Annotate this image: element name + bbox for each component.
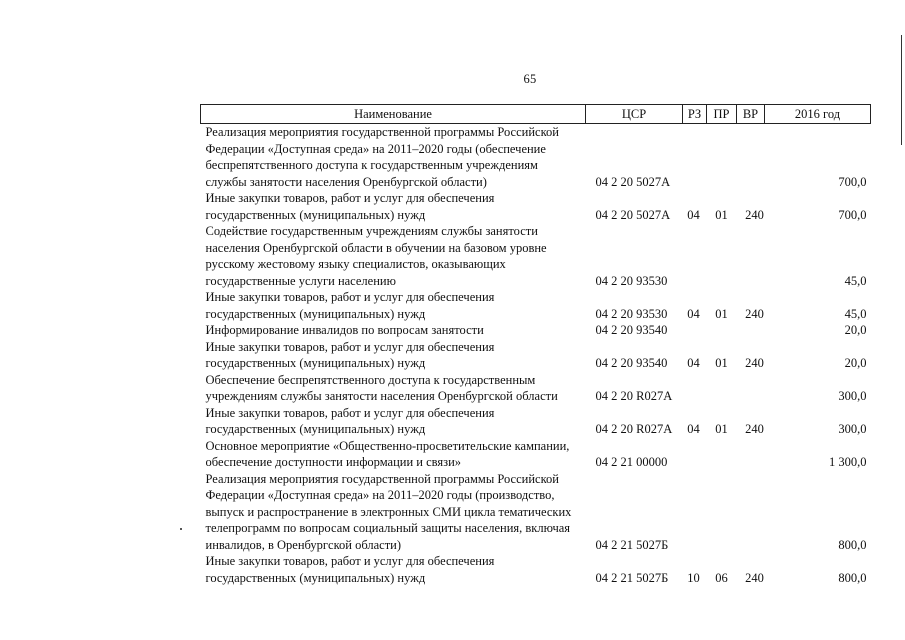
row-rz: 04 — [687, 356, 700, 370]
row-name-line: Обеспечение беспрепятственного доступа к государственным — [205, 372, 536, 387]
row-name-line: государственных (муниципальных) нужд — [205, 306, 426, 321]
row-name — [201, 553, 586, 586]
table-row — [201, 339, 871, 372]
row-amount: 700,0 — [838, 174, 867, 189]
row-vr: 240 — [745, 570, 764, 585]
row-pr — [707, 372, 737, 405]
row-name-line: телепрограмм по вопросам социальный защиты населения, включая — [205, 521, 571, 535]
row-name-line: Информирование инвалидов по вопросам занятости — [205, 323, 484, 337]
row-name-line: Основное мероприятие «Общественно-просветительские кампании, — [205, 438, 570, 453]
row-rz — [683, 223, 707, 289]
row-amount: 1 300,0 — [829, 455, 867, 469]
row-rz — [683, 322, 707, 339]
row-name-line: обеспечение доступности информации и связи» — [205, 455, 462, 469]
row-vr: 240 — [745, 306, 764, 321]
table-row — [201, 471, 871, 554]
row-name-line: Реализация мероприятия государственной программы Российской — [205, 125, 559, 139]
table-row — [201, 124, 871, 191]
header-amount: 2016 год — [765, 105, 871, 124]
row-rz — [683, 471, 707, 554]
table-row — [201, 438, 871, 471]
row-amount: 45,0 — [844, 273, 867, 288]
row-name-line: государственные услуги населению — [205, 273, 396, 288]
page-edge-line — [901, 35, 902, 145]
row-pr: 01 — [715, 356, 728, 370]
table-row — [201, 289, 871, 322]
row-vr: 240 — [745, 356, 764, 370]
row-rz: 10 — [687, 570, 700, 585]
row-amount: 700,0 — [838, 207, 867, 222]
page-number: 65 — [523, 72, 537, 86]
row-csr: 04 2 20 93540 — [595, 356, 668, 370]
row-rz: 04 — [687, 207, 700, 222]
table-row — [201, 322, 871, 339]
row-name-line: русскому жестовому языку специалистов, оказывающих — [205, 257, 506, 271]
row-name — [201, 190, 586, 223]
row-csr: 04 2 21 00000 — [595, 455, 668, 469]
row-csr: 04 2 20 5027А — [595, 174, 671, 189]
row-amount: 300,0 — [838, 389, 867, 403]
row-name — [201, 322, 586, 339]
row-vr — [737, 124, 765, 191]
row-name-line: Иные закупки товаров, работ и услуг для обеспечения — [205, 554, 495, 568]
header-name: Наименование — [201, 105, 586, 124]
row-name-line: Содействие государственным учреждениям службы занятости — [205, 224, 538, 238]
row-name-line: государственных (муниципальных) нужд — [205, 422, 426, 436]
row-name — [201, 223, 586, 289]
table-row — [201, 405, 871, 438]
row-name — [201, 438, 586, 471]
row-rz — [683, 124, 707, 191]
row-csr: 04 2 20 R027А — [595, 422, 673, 436]
row-name-line: государственных (муниципальных) нужд — [205, 570, 426, 585]
row-name-line: Иные закупки товаров, работ и услуг для обеспечения — [205, 290, 495, 304]
row-pr: 06 — [715, 570, 728, 585]
row-vr — [737, 438, 765, 471]
row-rz: 04 — [687, 422, 700, 436]
row-amount: 45,0 — [844, 306, 867, 321]
scan-mark — [180, 528, 182, 530]
row-name-line: Федерации «Доступная среда» на 2011–2020 годы (обеспечение — [205, 141, 546, 156]
row-csr: 04 2 20 93540 — [595, 323, 668, 337]
row-name-line: Иные закупки товаров, работ и услуг для обеспечения — [205, 339, 495, 354]
row-amount: 300,0 — [838, 422, 867, 436]
row-name-line: государственных (муниципальных) нужд — [205, 207, 426, 222]
row-amount: 800,0 — [838, 570, 867, 585]
row-name-line: беспрепятственного доступа к государственным учреждениям — [205, 158, 538, 172]
row-rz — [683, 372, 707, 405]
row-name-line: Федерации «Доступная среда» на 2011–2020 годы (производство, — [205, 488, 555, 502]
row-pr — [707, 438, 737, 471]
row-pr — [707, 223, 737, 289]
row-name-line: Иные закупки товаров, работ и услуг для обеспечения — [205, 405, 495, 420]
table-header — [201, 105, 871, 124]
header-pr: ПР — [707, 105, 737, 124]
row-name-line: инвалидов, в Оренбургской области) — [205, 537, 402, 552]
row-vr — [737, 372, 765, 405]
row-name — [201, 372, 586, 405]
budget-table — [200, 104, 871, 586]
header-row — [201, 105, 871, 124]
row-pr — [707, 471, 737, 554]
row-vr — [737, 471, 765, 554]
row-name-line: выпуск и распространение в электронных СМИ цикла тематических — [205, 504, 572, 519]
row-name-line: Иные закупки товаров, работ и услуг для обеспечения — [205, 191, 495, 205]
row-name — [201, 405, 586, 438]
table-body — [201, 124, 871, 587]
row-vr: 240 — [745, 207, 764, 222]
table-row — [201, 190, 871, 223]
row-pr: 01 — [715, 306, 728, 321]
row-csr: 04 2 21 5027Б — [595, 570, 669, 585]
row-name — [201, 471, 586, 554]
header-vr: ВР — [737, 105, 765, 124]
row-name — [201, 339, 586, 372]
row-csr: 04 2 20 93530 — [595, 273, 668, 288]
row-pr: 01 — [715, 422, 728, 436]
row-name-line: государственных (муниципальных) нужд — [205, 356, 426, 370]
row-pr — [707, 322, 737, 339]
row-name — [201, 124, 586, 191]
row-rz: 04 — [687, 306, 700, 321]
row-vr: 240 — [745, 422, 764, 436]
row-pr — [707, 124, 737, 191]
row-csr: 04 2 21 5027Б — [595, 537, 669, 552]
row-name-line: Реализация мероприятия государственной программы Российской — [205, 471, 559, 486]
row-amount: 20,0 — [844, 323, 867, 337]
row-name-line: службы занятости населения Оренбургской области) — [205, 174, 487, 189]
row-csr: 04 2 20 5027А — [595, 207, 671, 222]
row-amount: 20,0 — [844, 356, 867, 370]
row-rz — [683, 438, 707, 471]
table-row — [201, 553, 871, 586]
row-name-line: населения Оренбургской области в обучении на базовом уровне — [205, 240, 547, 255]
table-row — [201, 223, 871, 289]
row-pr: 01 — [715, 207, 728, 222]
row-name — [201, 289, 586, 322]
header-rz: РЗ — [683, 105, 707, 124]
table-row — [201, 372, 871, 405]
row-vr — [737, 322, 765, 339]
header-csr: ЦСР — [586, 105, 683, 124]
row-amount: 800,0 — [838, 537, 867, 552]
row-csr: 04 2 20 93530 — [595, 306, 668, 321]
row-vr — [737, 223, 765, 289]
row-name-line: учреждениям службы занятости населения Оренбургской области — [205, 389, 558, 403]
row-csr: 04 2 20 R027А — [595, 389, 673, 403]
